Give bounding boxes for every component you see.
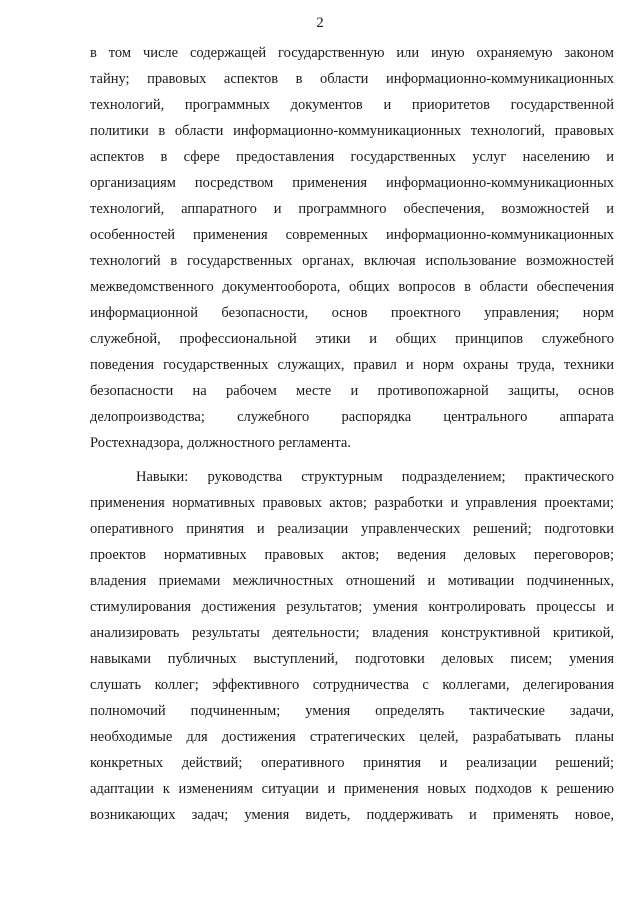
text-line: Ростехнадзора, должностного регламента.	[90, 435, 351, 451]
text-line: делопроизводства; служебного распорядка центрального аппарата	[90, 409, 614, 425]
paragraph-skills	[90, 464, 614, 828]
text-line: в том числе содержащей государственную или иную охраняемую законом	[90, 45, 614, 61]
text-line: навыками публичных выступлений, подготовки деловых писем; умения	[90, 651, 614, 667]
text-line: информационной безопасности, основ проектного управления; норм	[90, 305, 614, 321]
paragraph-knowledge	[90, 40, 614, 456]
text-line: полномочий подчиненным; умения определять тактические задачи,	[90, 703, 614, 719]
text-line: технологий, программных документов и приоритетов государственной	[90, 97, 614, 113]
text-line: стимулирования достижения результатов; умения контролировать процессы и	[90, 599, 614, 615]
text-line: слушать коллег; эффективного сотрудничества с коллегами, делегирования	[90, 677, 614, 693]
text-line: организациям посредством применения информационно-коммуникационных	[90, 175, 614, 191]
text-line: поведения государственных служащих, правил и норм охраны труда, техники	[90, 357, 614, 373]
text-line: проектов нормативных правовых актов; ведения деловых переговоров;	[90, 547, 614, 563]
text-line: безопасности на рабочем месте и противопожарной защиты, основ	[90, 383, 614, 399]
text-line: владения приемами межличностных отношений и мотивации подчиненных,	[90, 573, 614, 589]
paragraph-gap	[90, 456, 614, 464]
text-line: Навыки: руководства структурным подразделением; практического	[136, 469, 614, 485]
text-line: анализировать результаты деятельности; владения конструктивной критикой,	[90, 625, 614, 641]
text-line: оперативного принятия и реализации управленческих решений; подготовки	[90, 521, 614, 537]
text-line: технологий, аппаратного и программного обеспечения, возможностей и	[90, 201, 614, 217]
text-line: применения нормативных правовых актов; разработки и управления проектами;	[90, 495, 614, 511]
text-line: технологий в государственных органах, включая использование возможностей	[90, 253, 614, 269]
page-number: 2	[316, 15, 324, 31]
text-line: аспектов в сфере предоставления государственных услуг населению и	[90, 149, 614, 165]
text-line: возникающих задач; умения видеть, поддерживать и применять новое,	[90, 807, 614, 823]
text-line: межведомственного документооборота, общих вопросов в области обеспечения	[90, 279, 614, 295]
body-text	[90, 40, 614, 828]
text-line: особенностей применения современных информационно-коммуникационных	[90, 227, 614, 243]
text-line: конкретных действий; оперативного принятия и реализации решений;	[90, 755, 614, 771]
text-line: политики в области информационно-коммуникационных технологий, правовых	[90, 123, 614, 139]
text-line: необходимые для достижения стратегических целей, разрабатывать планы	[90, 729, 614, 745]
text-line: тайну; правовых аспектов в области информационно-коммуникационных	[90, 71, 614, 87]
text-line: служебной, профессиональной этики и общих принципов служебного	[90, 331, 614, 347]
text-line: адаптации к изменениям ситуации и применения новых подходов к решению	[90, 781, 614, 797]
